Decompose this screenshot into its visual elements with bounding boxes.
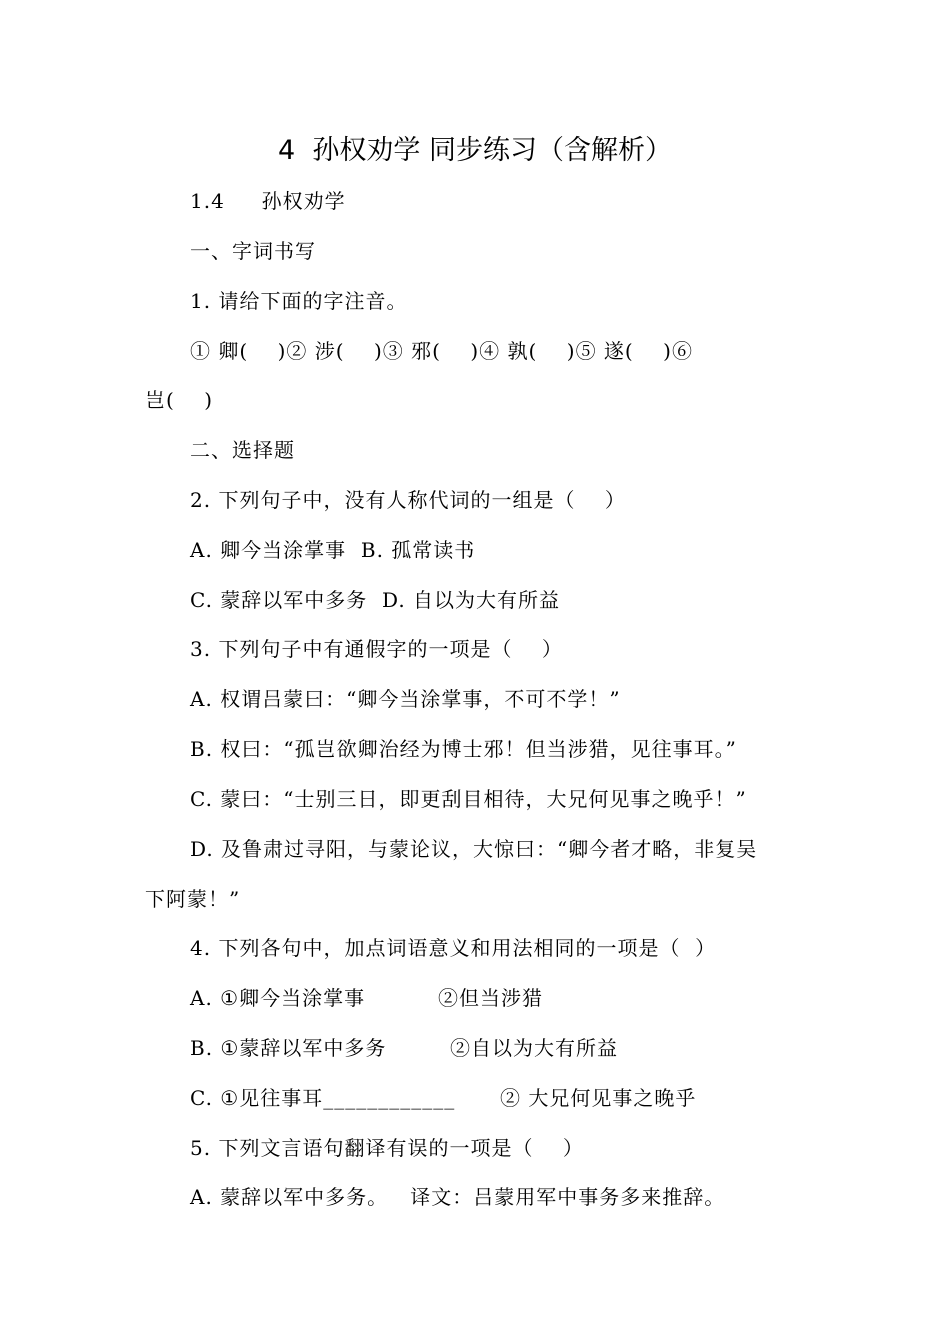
question-2: 2. 下列句子中，没有人称代词的一组是（ ） [190, 488, 626, 512]
question-3-option-b: B. 权曰：“孤岂欲卿治经为博士邪！但当涉猎，见往事耳。” [190, 737, 737, 761]
question-3-option-a: A. 权谓吕蒙曰：“卿今当涂掌事，不可不学！” [190, 687, 621, 711]
question-4-option-c-part1: C. ①见往事耳____________ [190, 1086, 456, 1110]
question-4-option-a [190, 983, 850, 1013]
page-title: 4 孙权劝学 同步练习（含解析） [278, 135, 672, 166]
question-3-option-c: C. 蒙曰：“士别三日，即更刮目相待，大兄何见事之晚乎！” [190, 787, 747, 811]
question-4-option-b-part1: B. ①蒙辞以军中多务 [190, 1036, 387, 1060]
question-2-options-ab: A. 卿今当涂掌事 B. 孤常读书 [190, 538, 476, 562]
question-2-options-cd: C. 蒙辞以军中多务 D. 自以为大有所益 [190, 588, 561, 612]
question-3: 3. 下列句子中有通假字的一项是（ ） [190, 637, 563, 661]
question-3-option-d: D. 及鲁肃过寻阳，与蒙论议，大惊曰：“卿今者才略，非复吴 [190, 837, 758, 861]
question-4: 4. 下列各句中，加点词语意义和用法相同的一项是（ ） [190, 936, 717, 960]
section-number: 1.4 孙权劝学 [190, 189, 346, 213]
question-4-option-b [190, 1033, 850, 1063]
question-4-option-c [190, 1083, 850, 1113]
question-1-items: ① 卿( )② 涉( )③ 邪( )④ 孰( )⑤ 遂( )⑥ [190, 339, 693, 363]
question-4-option-a-part1: A. ①卿今当涂掌事 [190, 986, 366, 1010]
section-heading-1: 一、字词书写 [190, 239, 316, 263]
question-5-option-a: A. 蒙辞以军中多务。 译文：吕蒙用军中事务多来推辞。 [190, 1185, 726, 1209]
question-4-option-c-part2: ② 大兄何见事之晚乎 [500, 1086, 697, 1110]
question-4-option-b-part2: ②自以为大有所益 [450, 1036, 618, 1060]
question-4-option-a-part2: ②但当涉猎 [438, 986, 543, 1010]
question-3-option-d-cont: 下阿蒙！” [145, 887, 241, 911]
question-1: 1. 请给下面的字注音。 [190, 289, 408, 313]
section-heading-2: 二、选择题 [190, 438, 295, 462]
question-5: 5. 下列文言语句翻译有误的一项是（ ） [190, 1136, 584, 1160]
question-1-items-cont: 岂( ) [145, 388, 214, 412]
